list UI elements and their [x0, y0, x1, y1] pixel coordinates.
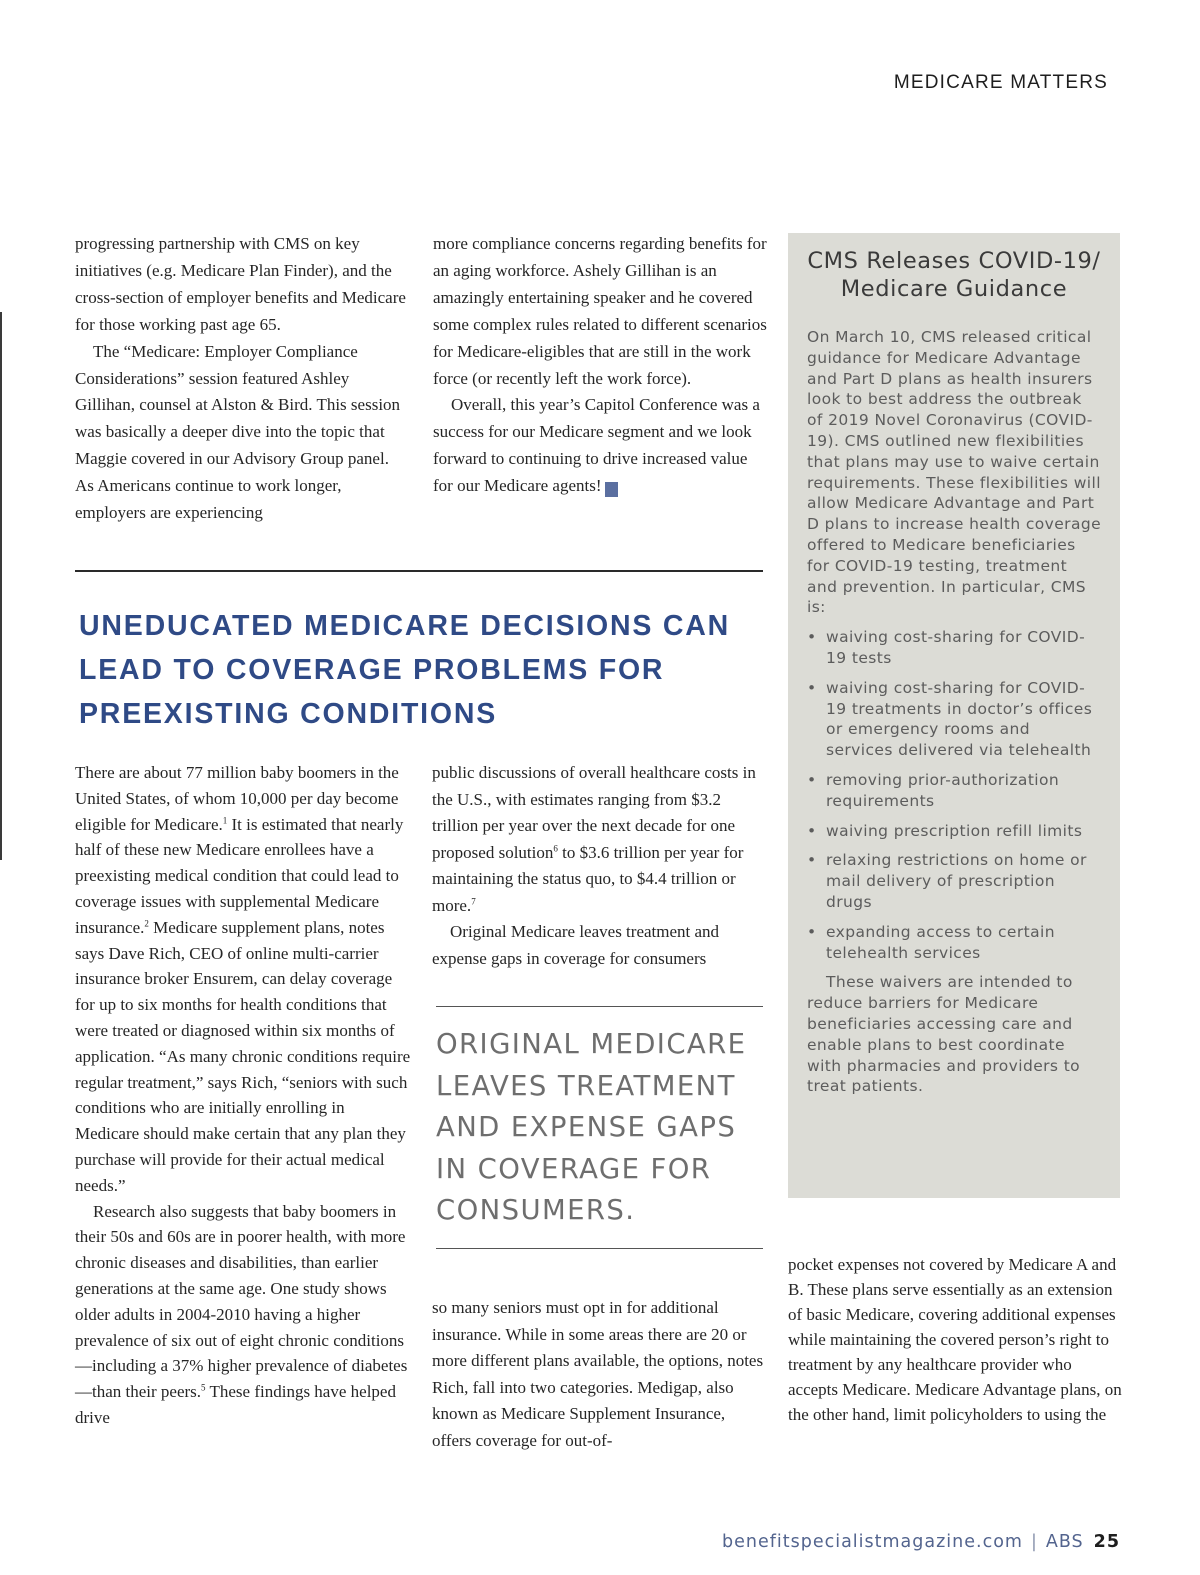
paragraph: progressing partnership with CMS on key initiatives (e.g. Medicare Plan Finder), and the cross-section of employer benefits and Medicare for those working past age 65. [75, 234, 406, 334]
paragraph-text: Medicare supplement plans, notes says Dave Rich, CEO of online multi-carrier insurance broker Ensurem, can delay coverage for up to six months for health conditions that were treated or diagnosed within six months of application. “As many chronic conditions require regular treatment,” says Rich, “seniors with such conditions who are initially enrolling in Medicare should make certain that any plan they purchase will provide for their actual medical needs.” [75, 917, 411, 1195]
article-middle-column-continued [432, 1295, 768, 1455]
paragraph-text: These findings have helped drive [75, 1382, 396, 1427]
pull-quote: ORIGINAL MEDICARE LEAVES TREATMENT AND EXPENSE GAPS IN COVERAGE FOR CONSUMERS. [436, 1028, 747, 1226]
end-of-article-icon: A [605, 482, 618, 497]
sidebar-title: CMS Releases COVID-19/ Medicare Guidance [807, 248, 1101, 302]
footnote-ref: 7 [471, 895, 476, 906]
bullet-icon: • [807, 628, 817, 647]
list-item-text: waiving cost-sharing for COVID-19 tests [826, 628, 1086, 667]
page-footer [722, 1532, 1120, 1552]
footer-site-url: benefitspecialistmagazine.com [721, 1532, 1023, 1552]
paragraph: Original Medicare leaves treatment and expense gaps in coverage for consumers [432, 922, 720, 968]
list-item [807, 627, 1102, 669]
paragraph-text: Research also suggests that baby boomers in their 50s and 60s are in poorer health, with more chronic diseases and disabilities, than earlier generations at the same age. One study shows older adults in 2004-2010 having a higher prevalence of six out of eight chronic conditions—including a 37% higher prevalence of diabetes—than their peers. [75, 1201, 408, 1402]
footnote-ref: 1 [222, 814, 228, 825]
top-middle-column [433, 231, 768, 500]
section-label: MEDICARE MATTERS [893, 72, 1108, 93]
pull-quote-rule-bottom [436, 1248, 763, 1249]
paragraph: The “Medicare: Employer Compliance Considerations” session featured Ashley Gillihan, counsel at Alston & Bird. This session was basically a deeper dive into the topic that Maggie covered in our Advisory Group panel. As Americans continue to work longer, employers are experiencing [75, 341, 401, 523]
bullet-icon: • [807, 922, 817, 941]
footnote-ref: 5 [201, 1382, 206, 1393]
paragraph [433, 392, 768, 500]
sidebar-box [788, 233, 1120, 1198]
list-item-text: waiving prescription refill limits [826, 821, 1083, 840]
sidebar-body [807, 327, 1102, 1097]
page-edge-bar [0, 312, 2, 860]
section-divider [75, 570, 763, 572]
article-left-column [75, 760, 411, 1431]
list-item-text: expanding access to certain telehealth services [826, 922, 1055, 962]
bullet-icon: • [807, 770, 817, 789]
sidebar-intro: On March 10, CMS released critical guidance for Medicare Advantage and Part D plans as health insurers look to best address the outbreak of 2019 Novel Coronavirus (COVID-19). CMS outlined new flexibilities that plans may use to waive certain requirements. These flexibilities will allow Medicare Advantage and Part D plans to increase health coverage offered to Medicare beneficiaries for COVID-19 testing, treatment and prevention. In particular, CMS is: [807, 328, 1102, 617]
paragraph-text: to $3.6 trillion per year for maintaining the status quo, to $4.4 trillion or more. [432, 842, 744, 915]
paragraph-text: public discussions of overall healthcare costs in the U.S., with estimates ranging from $3.2 trillion per year over the next decade for one proposed solution [432, 763, 756, 862]
page-number: 25 [1093, 1532, 1120, 1552]
paragraph [75, 1199, 411, 1431]
list-item [807, 678, 1102, 761]
footnote-ref: 6 [553, 842, 558, 853]
paragraph: more compliance concerns regarding benefits for an aging workforce. Ashely Gillihan is an amazingly entertaining speaker and he covered some complex rules related to different scenarios for Medicare-eligibles that are still in the work force (or recently left the work force). [433, 234, 767, 388]
article-headline: UNEDUCATED MEDICARE DECISIONS CAN LEAD TO COVERAGE PROBLEMS FOR PREEXISTING CONDITIONS [79, 610, 731, 730]
list-item [807, 821, 1102, 842]
bullet-icon: • [807, 821, 817, 840]
list-item [807, 922, 1102, 964]
list-item [807, 850, 1102, 912]
paragraph-text: Overall, this year’s Capitol Conference was a success for our Medicare segment and we look forward to continuing to drive increased value for our Medicare agents! [433, 395, 760, 496]
paragraph: pocket expenses not covered by Medicare A and B. These plans serve essentially as an extension of basic Medicare, covering additional expenses while maintaining the covered person’s right to treatment by any healthcare provider who accepts Medicare. Medicare Advantage plans, on the other hand, limit policyholders to using the [788, 1255, 1122, 1424]
footer-publication: ABS [1045, 1532, 1084, 1552]
sidebar-bullet-list [807, 627, 1102, 963]
list-item-text: waiving cost-sharing for COVID-19 treatments in doctor’s offices or emergency rooms and services delivered via telehealth [826, 678, 1093, 760]
bullet-icon: • [807, 678, 817, 697]
paragraph-text: It is estimated that nearly half of these new Medicare enrollees have a preexisting medical condition that could lead to coverage issues with supplemental Medicare insurance. [75, 814, 404, 937]
sidebar-closing: These waivers are intended to reduce barriers for Medicare beneficiaries accessing care and enable plans to best coordinate with pharmacies and providers to treat patients. [807, 973, 1081, 1096]
list-item-text: relaxing restrictions on home or mail delivery of prescription drugs [826, 851, 1087, 911]
list-item-text: removing prior-authorization requirements [826, 770, 1060, 810]
article-middle-column [432, 760, 768, 972]
paragraph [432, 760, 768, 919]
top-left-column [75, 231, 410, 527]
footnote-ref: 2 [144, 918, 149, 929]
bullet-icon: • [807, 851, 817, 870]
paragraph [75, 760, 411, 1199]
paragraph: so many seniors must opt in for additional insurance. While in some areas there are 20 or more different plans available, the options, notes Rich, fall into two categories. Medigap, also known as Medicare Supplement Insurance, offers coverage for out-of- [432, 1298, 764, 1450]
pull-quote-rule-top [436, 1006, 763, 1007]
list-item [807, 770, 1102, 812]
paragraph-text: There are about 77 million baby boomers in the United States, of whom 10,000 per day become eligible for Medicare. [75, 763, 399, 834]
footer-separator: | [1030, 1532, 1038, 1552]
article-right-column [788, 1252, 1123, 1427]
